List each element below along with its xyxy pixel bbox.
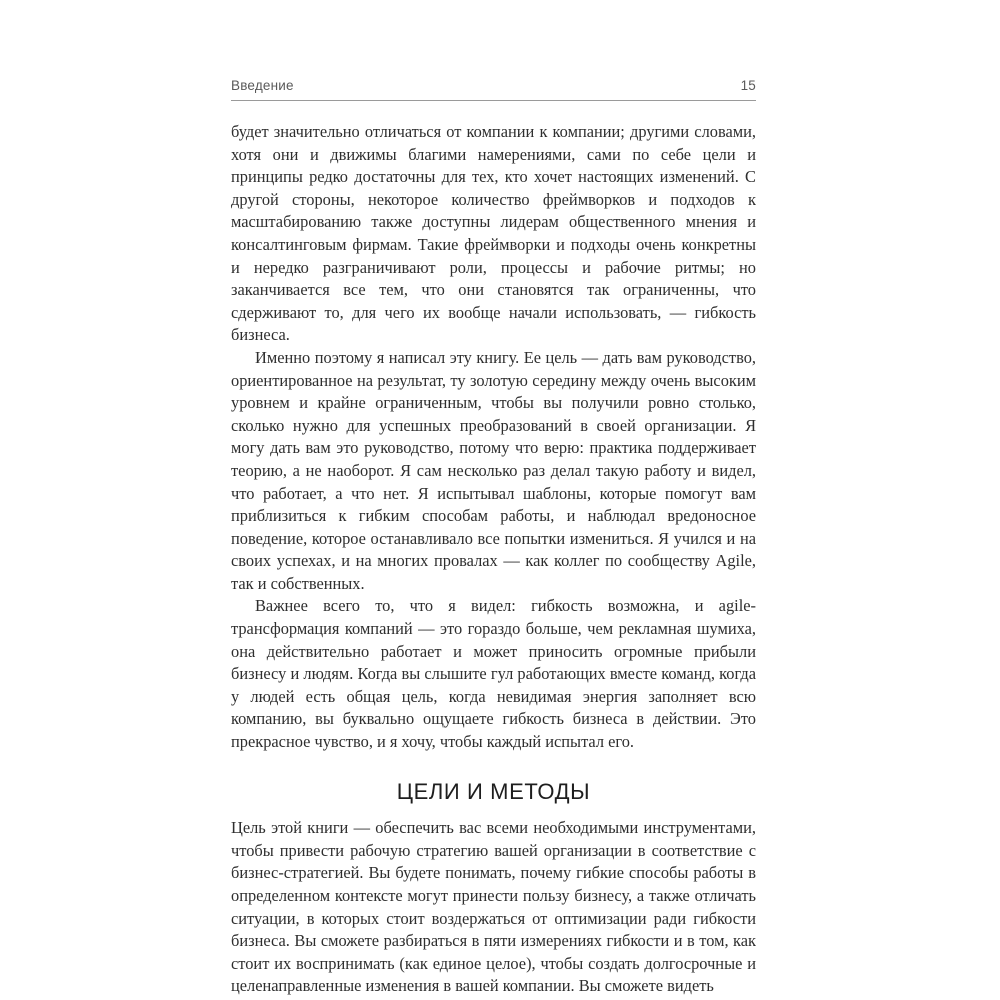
book-page	[231, 78, 756, 998]
paragraph: Цель этой книги — обеспечить вас всеми необходимыми инструментами, чтобы привести рабочую стратегию вашей организации в соответствие с бизнес-стратегией. Вы будете понимать, почему гибкие способы работы в определенном контексте могут принести пользу бизнесу, а также отличать ситуации, в которых стоит воздержаться от оптимизации ради гибкости бизнеса. Вы сможете разбираться в пяти измерениях гибкости и в том, как стоит их воспринимать (как единое целое), чтобы создать долгосрочные и целенаправленные изменения в вашей компании. Вы сможете видеть	[231, 818, 756, 996]
page-body	[231, 121, 756, 998]
page-number: 15	[740, 78, 756, 93]
running-header	[231, 78, 756, 101]
section-title: Введение	[231, 78, 294, 93]
paragraph: Именно поэтому я написал эту книгу. Ее цель — дать вам руководство, ориентированное на результат, ту золотую середину между очень высоким уровнем и крайне ограниченным, чтобы вы получили ровно столько, сколько нужно для успешных преобразований в своей организации. Я могу дать вам это руководство, потому что верю: практика поддерживает теорию, а не наоборот. Я сам несколько раз делал такую работу и видел, что работает, а что нет. Я испытывал шаблоны, которые помогут вам приблизиться к гибким способам работы, и наблюдал вредоносное поведение, которое останавливало все попытки измениться. Я учился и на своих успехах, и на многих провалах — как коллег по сообществу Agile, так и собственных.	[231, 347, 756, 593]
section-heading: ЦЕЛИ И МЕТОДЫ	[396, 778, 591, 804]
paragraph: Важнее всего то, что я видел: гибкость возможна, и agile-трансформация компаний — это гораздо больше, чем рекламная шумиха, она действительно работает и может приносить огромные прибыли бизнесу и людям. Когда вы слышите гул работающих вместе команд, когда у людей есть общая цель, когда невидимая энергия заполняет всю компанию, вы буквально ощущаете гибкость бизнеса в действии. Это прекрасное чувство, и я хочу, чтобы каждый испытал его.	[231, 596, 756, 752]
paragraph-continued: будет значительно отличаться от компании к компании; другими словами, хотя они и движимы благими намерениями, сами по себе цели и принципы редко достаточны для тех, кто хочет настоящих изменений. С другой стороны, некоторое количество фреймворков и подходов к масштабированию также доступны лидерам общественного мнения и консалтинговым фирмам. Такие фреймворки и подходы очень конкретны и нередко разграничивают роли, процессы и рабочие ритмы; но заканчивается все тем, что они становятся так ограниченны, что сдерживают то, для чего их вообще начали использовать, — гибкость бизнеса.	[231, 122, 756, 345]
